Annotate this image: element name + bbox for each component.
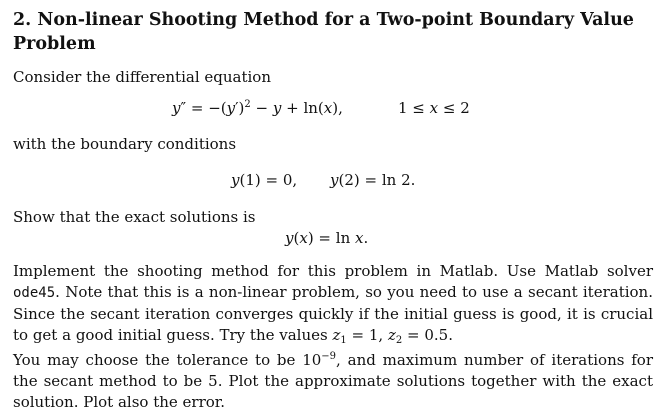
para1-text-b: . Note that this is a non-linear problem, so you need to use a secant iteration. Since the secant iteration converges quickly if the initial guess is good, it is crucial to get a good initial guess. Try the values <box>13 283 653 344</box>
ode-domain: 1 ≤ x ≤ 2 <box>398 99 470 117</box>
paragraph-implementation <box>13 261 653 346</box>
section-number: 2. <box>13 10 32 30</box>
initial-guess-z1: $z_1 = 1$, <box>332 326 388 346</box>
para1-end: . <box>448 326 453 344</box>
para2-text-a: You may choose the tolerance to be 10 <box>13 351 322 369</box>
initial-guess-z2: $z_2 = 0.5$ <box>387 326 449 346</box>
ode-power: 2 <box>244 99 251 110</box>
boundary-right: y(2) = ln 2. <box>330 171 416 189</box>
ode-equation: $y'' = -(y')^2 - y + \ln(x)$, <box>172 99 343 117</box>
para2-text-b: , and maximum number of iterations for the secant method to be 5. Plot the approximate solutions together with the exact solution. Plot also the error. <box>13 351 653 411</box>
paragraph-tolerance <box>13 350 653 413</box>
code-ode45: ode45 <box>13 285 56 301</box>
section-heading <box>13 8 653 56</box>
exact-solution: y(x) = ln x. <box>285 229 369 247</box>
intro-text: Consider the differential equation <box>13 68 271 86</box>
bc-intro-text: with the boundary conditions <box>13 135 237 153</box>
para1-text-a: Implement the shooting method for this problem in Matlab. Use Matlab solver <box>13 262 653 280</box>
tolerance-exponent: −9 <box>321 351 337 362</box>
exact-intro-text: Show that the exact solutions is <box>13 208 256 226</box>
section-title: Non-linear Shooting Method for a Two-point Boundary Value Problem <box>13 10 634 54</box>
boundary-left: y(1) = 0, <box>231 171 298 189</box>
